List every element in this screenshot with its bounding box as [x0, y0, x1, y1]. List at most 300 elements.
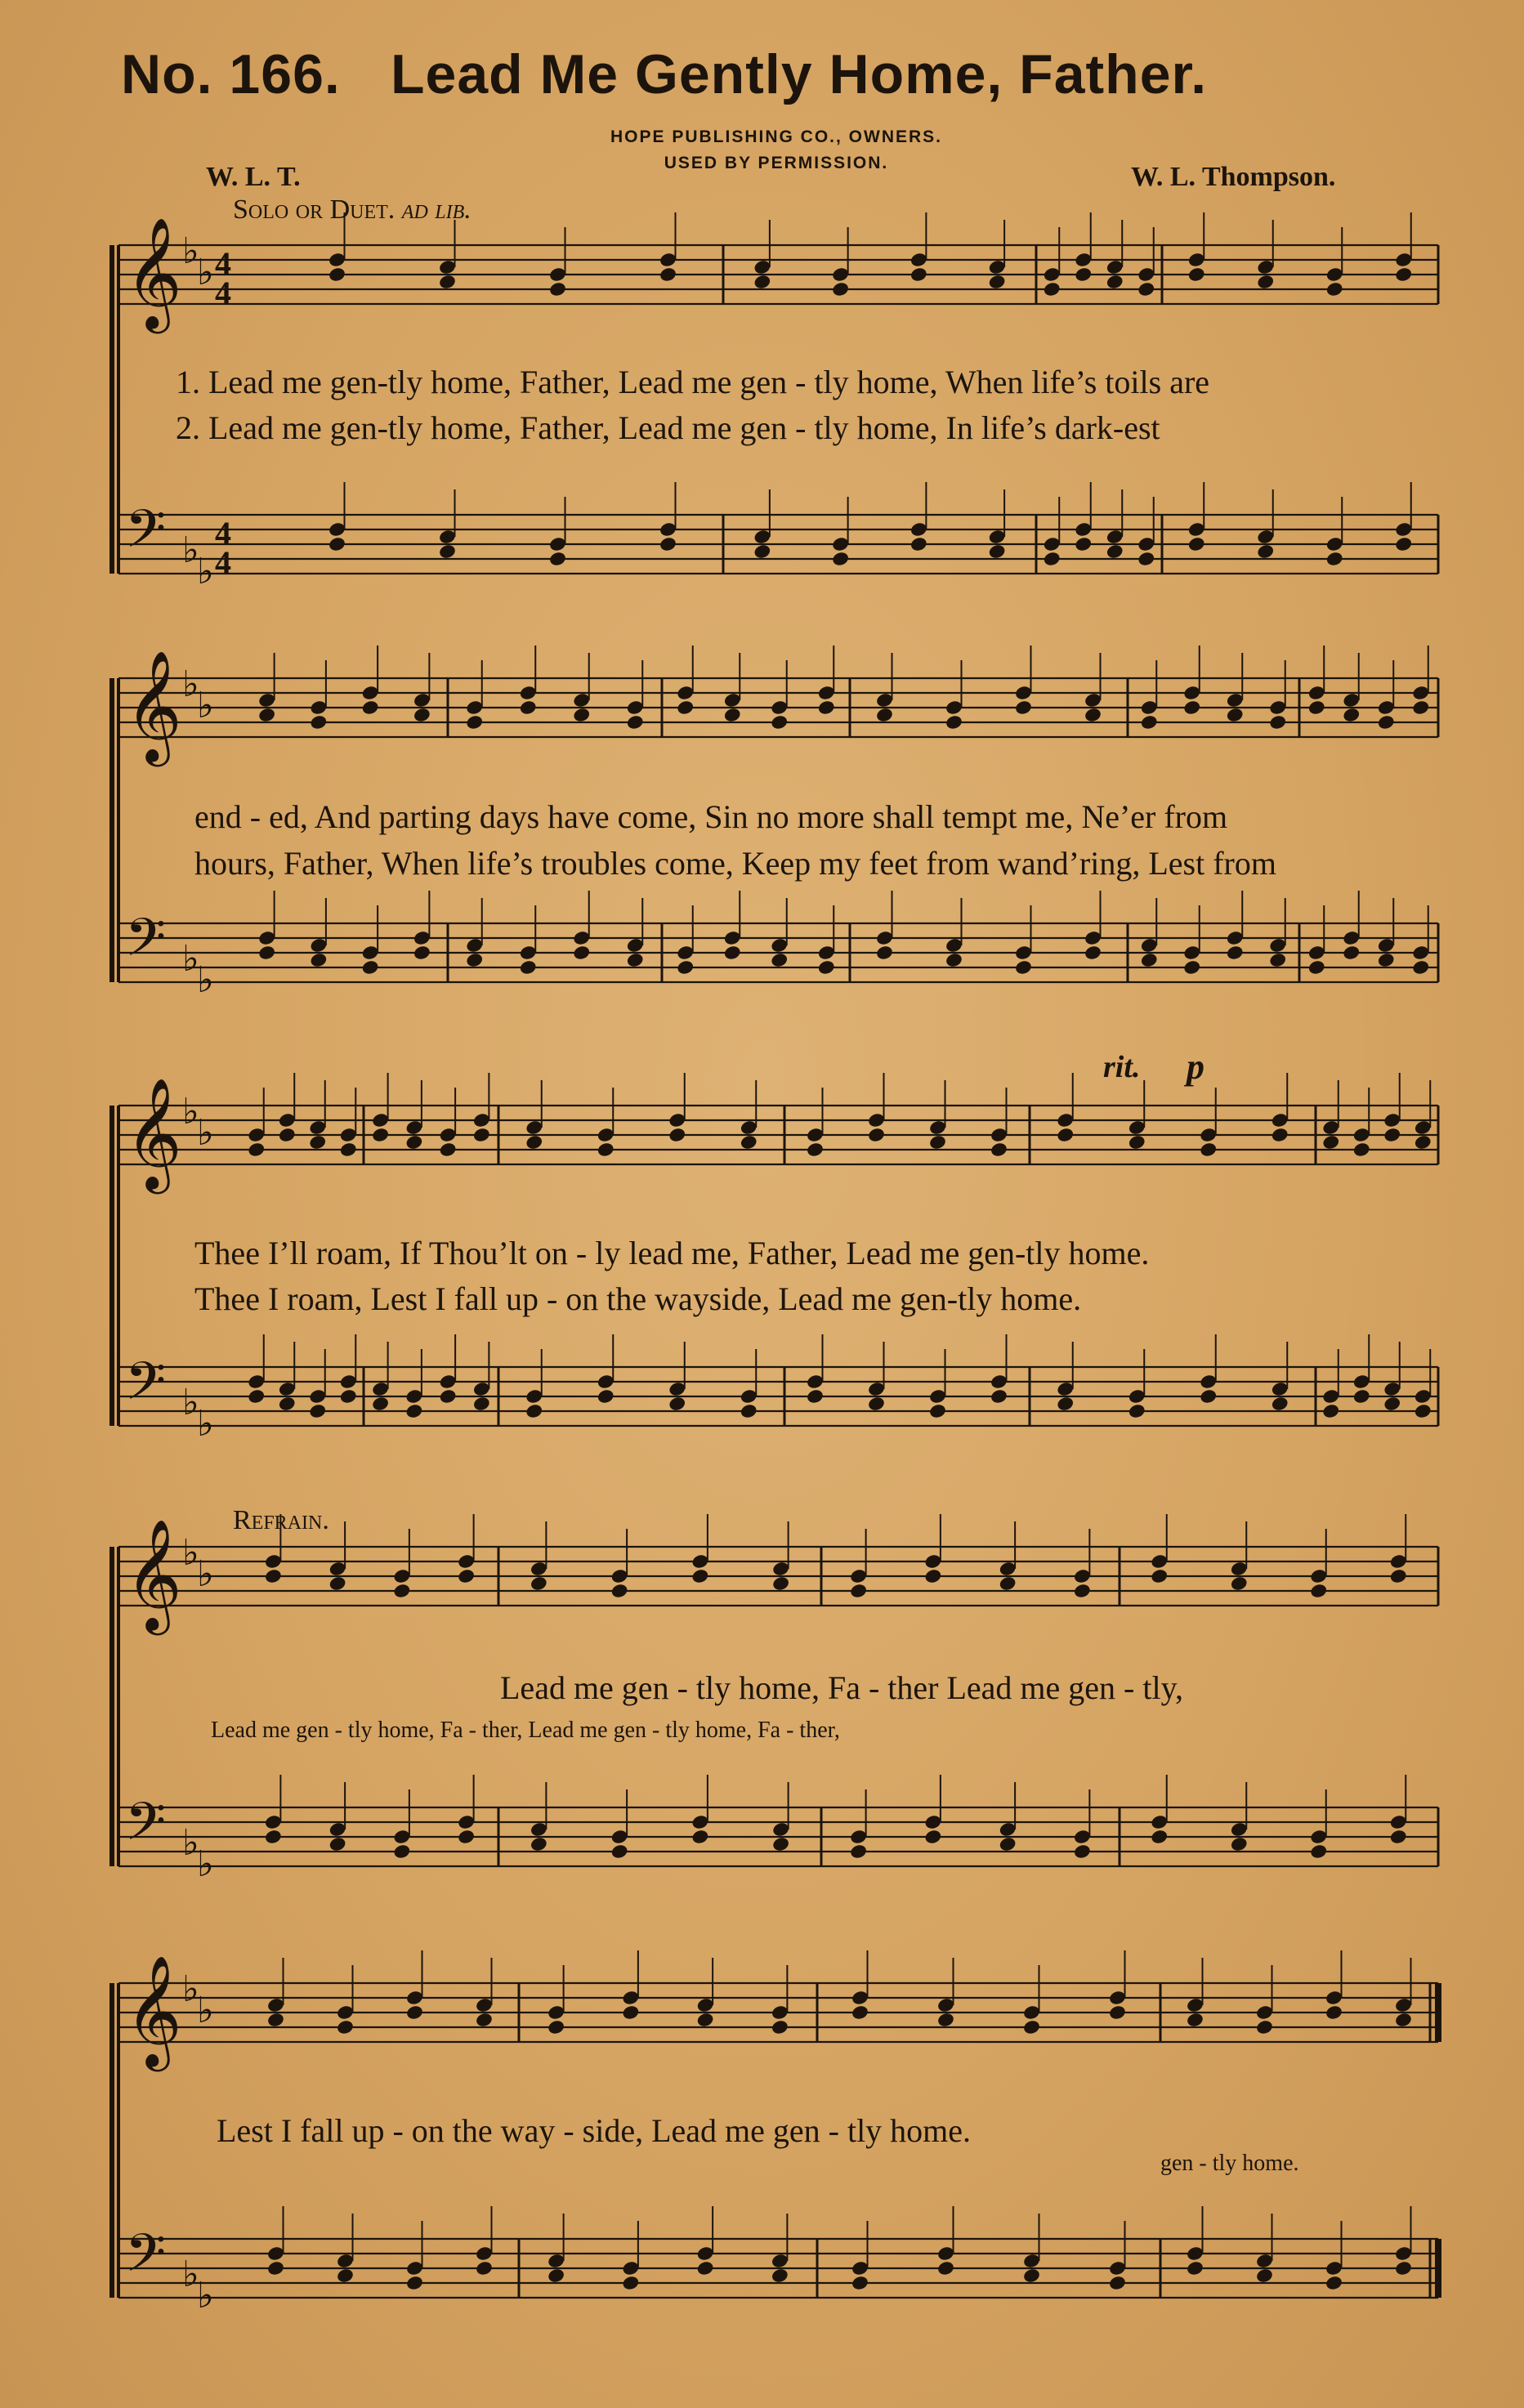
note-head	[328, 521, 346, 537]
note-head	[929, 1134, 947, 1150]
note-head	[1307, 699, 1325, 715]
note-head	[772, 1821, 790, 1837]
time-signature-top: 4	[215, 515, 231, 552]
note-head	[549, 551, 567, 566]
note-head	[1187, 252, 1205, 267]
note-head	[868, 1127, 886, 1142]
note-head	[473, 1112, 491, 1128]
note-head	[573, 707, 591, 722]
note-head	[832, 536, 850, 552]
note-head	[868, 1381, 886, 1396]
note-head	[1395, 1997, 1413, 2013]
publisher-line-1: HOPE PUBLISHING CO., OWNERS.	[610, 127, 943, 146]
flat-icon: ♭	[182, 2254, 199, 2295]
words-credit: W. L. T.	[206, 162, 301, 192]
note-head	[466, 714, 484, 730]
note-head	[1074, 1843, 1092, 1859]
note-head	[1383, 1127, 1401, 1142]
note-head	[771, 952, 789, 967]
note-head	[1226, 707, 1244, 722]
note-head	[248, 1388, 266, 1404]
note-head	[1084, 930, 1102, 945]
note-head	[1043, 551, 1061, 566]
note-head	[372, 1127, 390, 1142]
flat-icon: ♭	[182, 1532, 199, 1574]
flat-icon: ♭	[197, 1403, 214, 1445]
flat-icon: ♭	[182, 1968, 199, 2010]
note-head	[547, 2253, 565, 2268]
note-head	[406, 1990, 424, 2005]
note-head	[466, 699, 484, 715]
note-head	[439, 1388, 457, 1404]
treble-clef-icon: 𝄞	[125, 1517, 182, 1630]
note-head	[1200, 1127, 1218, 1142]
note-head	[339, 1374, 357, 1389]
note-head	[519, 959, 537, 975]
note-head	[1015, 685, 1033, 700]
note-head	[753, 274, 771, 289]
note-head	[1183, 699, 1201, 715]
note-head	[278, 1381, 296, 1396]
note-head	[405, 1388, 423, 1404]
note-head	[1015, 699, 1033, 715]
note-head	[393, 1583, 411, 1598]
note-head	[1310, 1583, 1328, 1598]
note-head	[361, 699, 379, 715]
note-head	[1325, 281, 1343, 297]
note-head	[696, 2245, 714, 2261]
note-head	[1395, 536, 1413, 552]
note-head	[1187, 536, 1205, 552]
note-head	[278, 1396, 296, 1411]
note-head	[1271, 1127, 1289, 1142]
note-head	[659, 266, 677, 282]
note-head	[876, 692, 894, 708]
note-head	[945, 699, 963, 715]
note-head	[696, 2012, 714, 2027]
note-head	[1310, 1843, 1328, 1859]
note-head	[1343, 707, 1361, 722]
note-head	[876, 707, 894, 722]
note-head	[677, 685, 695, 700]
note-head	[910, 252, 928, 267]
note-head	[1230, 1821, 1248, 1837]
note-head	[1106, 543, 1124, 559]
note-head	[1377, 937, 1395, 953]
note-head	[771, 699, 789, 715]
note-head	[772, 1575, 790, 1591]
note-head	[999, 1821, 1017, 1837]
note-head	[876, 945, 894, 960]
ritardando-marking: rit.	[1103, 1050, 1141, 1084]
note-head	[466, 937, 484, 953]
note-head	[1151, 1568, 1169, 1584]
bass-clef-icon: 𝄢	[125, 1792, 167, 1865]
note-head	[1187, 266, 1205, 282]
note-head	[1256, 2267, 1274, 2283]
note-head	[1075, 266, 1093, 282]
note-head	[723, 692, 741, 708]
note-head	[361, 685, 379, 700]
note-head	[309, 1119, 327, 1135]
note-head	[267, 2260, 285, 2276]
note-head	[309, 1134, 327, 1150]
note-head	[851, 2275, 869, 2290]
note-head	[1183, 959, 1201, 975]
note-head	[1183, 945, 1201, 960]
note-head	[439, 1374, 457, 1389]
note-head	[248, 1141, 266, 1157]
note-head	[988, 259, 1006, 275]
note-head	[1226, 692, 1244, 708]
note-head	[1074, 1829, 1092, 1844]
note-head	[310, 699, 328, 715]
note-head	[1307, 945, 1325, 960]
treble-clef-icon: 𝄞	[125, 649, 182, 762]
note-head	[807, 1388, 825, 1404]
note-head	[910, 536, 928, 552]
note-head	[1325, 536, 1343, 552]
note-head	[1322, 1119, 1340, 1135]
note-head	[937, 2260, 955, 2276]
note-head	[458, 1568, 476, 1584]
note-head	[868, 1396, 886, 1411]
note-head	[610, 1829, 628, 1844]
note-head	[677, 699, 695, 715]
note-head	[723, 707, 741, 722]
note-head	[924, 1814, 942, 1829]
note-head	[393, 1843, 411, 1859]
note-head	[309, 1403, 327, 1418]
note-head	[573, 945, 591, 960]
note-head	[1230, 1836, 1248, 1852]
note-head	[278, 1112, 296, 1128]
note-head	[772, 1561, 790, 1576]
note-head	[310, 937, 328, 953]
hymn-title: Lead Me Gently Home, Father.	[391, 43, 1208, 105]
note-head	[929, 1388, 947, 1404]
time-signature-bottom: 4	[215, 544, 231, 581]
note-head	[439, 274, 457, 289]
note-head	[610, 1583, 628, 1598]
note-head	[622, 1990, 640, 2005]
lyric-s3-verse1: Thee I’ll roam, If Thou’lt on - ly lead me, Father, Lead me gen-tly home.	[194, 1235, 1150, 1271]
note-head	[547, 2019, 565, 2035]
flat-icon: ♭	[197, 1990, 214, 2031]
note-head	[328, 266, 346, 282]
note-head	[937, 2012, 955, 2027]
note-head	[1187, 1997, 1204, 2013]
note-head	[328, 536, 346, 552]
note-head	[458, 1553, 476, 1569]
note-head	[265, 1553, 283, 1569]
note-head	[696, 1997, 714, 2013]
refrain-lyric-1: Lead me gen - tly home, Fa - ther Lead me gen - tly,	[500, 1669, 1183, 1706]
note-head	[361, 959, 379, 975]
note-head	[1200, 1388, 1218, 1404]
note-head	[723, 930, 741, 945]
flat-icon: ♭	[197, 959, 214, 1001]
note-head	[1383, 1396, 1401, 1411]
note-head	[659, 252, 677, 267]
note-head	[1137, 266, 1155, 282]
note-head	[937, 2245, 955, 2261]
note-head	[473, 1381, 491, 1396]
note-head	[1325, 551, 1343, 566]
note-head	[691, 1553, 709, 1569]
note-head	[999, 1836, 1017, 1852]
note-head	[530, 1561, 548, 1576]
note-head	[337, 2019, 355, 2035]
note-head	[1084, 707, 1102, 722]
note-head	[458, 1814, 476, 1829]
flat-icon: ♭	[182, 529, 199, 571]
note-head	[547, 2267, 565, 2283]
note-head	[1322, 1388, 1340, 1404]
note-head	[439, 1141, 457, 1157]
note-head	[771, 2267, 789, 2283]
lyric-s2-verse1: end - ed, And parting days have come, Sin no more shall tempt me, Ne’er from	[194, 798, 1228, 835]
lyric-s2-verse2: hours, Father, When life’s troubles come, Keep my feet from wand’ring, Lest from	[194, 845, 1276, 882]
note-head	[988, 274, 1006, 289]
note-head	[910, 266, 928, 282]
note-head	[439, 1127, 457, 1142]
note-head	[1137, 551, 1155, 566]
note-head	[1269, 952, 1287, 967]
note-head	[1325, 2004, 1343, 2020]
bass-clef-icon: 𝄢	[125, 1351, 167, 1425]
note-head	[910, 521, 928, 537]
note-head	[929, 1119, 947, 1135]
note-head	[258, 692, 276, 708]
note-head	[832, 266, 850, 282]
note-head	[406, 2004, 424, 2020]
note-head	[1151, 1829, 1169, 1844]
note-head	[659, 521, 677, 537]
note-head	[1269, 699, 1287, 715]
note-head	[1140, 937, 1158, 953]
note-head	[519, 945, 537, 960]
note-head	[406, 2275, 424, 2290]
note-head	[1269, 937, 1287, 953]
note-head	[393, 1568, 411, 1584]
note-head	[476, 2260, 494, 2276]
note-head	[1106, 529, 1124, 544]
lyric-s1-verse2: 2. Lead me gen-tly home, Father, Lead me gen - tly home, In life’s dark-est	[176, 409, 1160, 446]
note-head	[1395, 2260, 1413, 2276]
note-head	[1226, 945, 1244, 960]
note-head	[1043, 266, 1061, 282]
note-head	[476, 2012, 494, 2027]
note-head	[1383, 1112, 1401, 1128]
flat-icon: ♭	[182, 1382, 199, 1423]
lyric-s3-verse2: Thee I roam, Lest I fall up - on the wayside, Lead me gen-tly home.	[194, 1280, 1082, 1317]
note-head	[1377, 714, 1395, 730]
note-head	[476, 1997, 494, 2013]
note-head	[945, 952, 963, 967]
note-head	[439, 543, 457, 559]
note-head	[267, 2012, 285, 2027]
lyric-s1-verse1: 1. Lead me gen-tly home, Father, Lead me gen - tly home, When life’s toils are	[176, 364, 1210, 400]
tempo-ad-lib: ad lib.	[401, 194, 472, 225]
note-head	[1074, 1568, 1092, 1584]
note-head	[525, 1403, 543, 1418]
note-head	[406, 2260, 424, 2276]
refrain-label: Refrain.	[233, 1505, 329, 1535]
note-head	[622, 2004, 640, 2020]
publisher-line-2: USED BY PERMISSION.	[664, 154, 889, 172]
note-head	[1200, 1374, 1218, 1389]
note-head	[668, 1381, 686, 1396]
note-head	[622, 2275, 640, 2290]
note-head	[1414, 1119, 1432, 1135]
note-head	[597, 1374, 615, 1389]
note-head	[1257, 543, 1275, 559]
note-head	[1256, 2253, 1274, 2268]
flat-icon: ♭	[197, 252, 214, 293]
bass-clef-icon: 𝄢	[125, 2223, 167, 2297]
note-head	[1389, 1568, 1407, 1584]
note-head	[1307, 685, 1325, 700]
note-head	[771, 937, 789, 953]
note-head	[439, 259, 457, 275]
note-head	[549, 266, 567, 282]
note-head	[265, 1829, 283, 1844]
bass-clef-icon: 𝄢	[125, 908, 167, 981]
note-head	[1389, 1553, 1407, 1569]
note-head	[753, 543, 771, 559]
note-head	[740, 1403, 758, 1418]
note-head	[328, 1575, 346, 1591]
note-head	[278, 1127, 296, 1142]
note-head	[1151, 1814, 1169, 1829]
note-head	[1307, 959, 1325, 975]
note-head	[1230, 1561, 1248, 1576]
note-head	[668, 1112, 686, 1128]
note-head	[850, 1843, 868, 1859]
note-head	[1109, 2275, 1127, 2290]
note-head	[622, 2260, 640, 2276]
note-head	[677, 945, 695, 960]
note-head	[265, 1568, 283, 1584]
note-head	[851, 2004, 869, 2020]
note-head	[597, 1388, 615, 1404]
note-head	[691, 1814, 709, 1829]
note-head	[610, 1843, 628, 1859]
note-head	[772, 1836, 790, 1852]
note-head	[310, 714, 328, 730]
note-head	[1140, 952, 1158, 967]
note-head	[328, 252, 346, 267]
note-head	[1257, 274, 1275, 289]
note-head	[547, 2004, 565, 2020]
note-head	[1325, 266, 1343, 282]
note-head	[309, 1388, 327, 1404]
note-head	[1075, 521, 1093, 537]
note-head	[337, 2004, 355, 2020]
note-head	[924, 1829, 942, 1844]
note-head	[1187, 2260, 1204, 2276]
note-head	[372, 1112, 390, 1128]
note-head	[1084, 945, 1102, 960]
note-head	[1084, 692, 1102, 708]
note-head	[1137, 281, 1155, 297]
note-head	[1395, 2245, 1413, 2261]
note-head	[771, 2253, 789, 2268]
note-head	[1322, 1403, 1340, 1418]
note-head	[753, 529, 771, 544]
note-head	[413, 692, 431, 708]
note-head	[771, 2004, 789, 2020]
note-head	[1057, 1127, 1075, 1142]
note-head	[1106, 274, 1124, 289]
note-head	[696, 2260, 714, 2276]
note-head	[626, 714, 644, 730]
note-head	[1128, 1388, 1146, 1404]
note-head	[1389, 1814, 1407, 1829]
note-head	[1140, 714, 1158, 730]
note-head	[1352, 1127, 1370, 1142]
note-head	[1015, 959, 1033, 975]
note-head	[1257, 529, 1275, 544]
note-head	[924, 1568, 942, 1584]
note-head	[405, 1403, 423, 1418]
flat-icon: ♭	[182, 1822, 199, 1864]
flat-icon: ♭	[197, 1553, 214, 1595]
note-head	[1043, 281, 1061, 297]
note-head	[1395, 521, 1413, 537]
note-head	[850, 1829, 868, 1844]
flat-icon: ♭	[182, 938, 199, 980]
note-head	[626, 937, 644, 953]
note-head	[850, 1568, 868, 1584]
note-head	[573, 930, 591, 945]
treble-clef-icon: 𝄞	[125, 216, 182, 328]
note-head	[339, 1388, 357, 1404]
note-head	[1256, 2004, 1274, 2020]
note-head	[372, 1381, 390, 1396]
note-head	[691, 1568, 709, 1584]
note-head	[597, 1127, 615, 1142]
flat-icon: ♭	[197, 1843, 214, 1885]
note-head	[1187, 2012, 1204, 2027]
note-head	[832, 281, 850, 297]
note-head	[753, 259, 771, 275]
note-head	[1395, 2012, 1413, 2027]
note-head	[1106, 259, 1124, 275]
note-head	[740, 1119, 758, 1135]
note-head	[530, 1836, 548, 1852]
note-head	[310, 952, 328, 967]
note-head	[1412, 959, 1430, 975]
note-head	[339, 1127, 357, 1142]
note-head	[248, 1374, 266, 1389]
flat-icon: ♭	[197, 685, 214, 726]
note-head	[258, 930, 276, 945]
note-head	[1109, 2260, 1127, 2276]
note-head	[1412, 685, 1430, 700]
note-head	[876, 930, 894, 945]
note-head	[1414, 1134, 1432, 1150]
note-head	[990, 1374, 1008, 1389]
note-head	[258, 707, 276, 722]
note-head	[610, 1568, 628, 1584]
note-head	[549, 281, 567, 297]
note-head	[1074, 1583, 1092, 1598]
note-head	[1377, 952, 1395, 967]
note-head	[1057, 1112, 1075, 1128]
note-head	[937, 1997, 955, 2013]
